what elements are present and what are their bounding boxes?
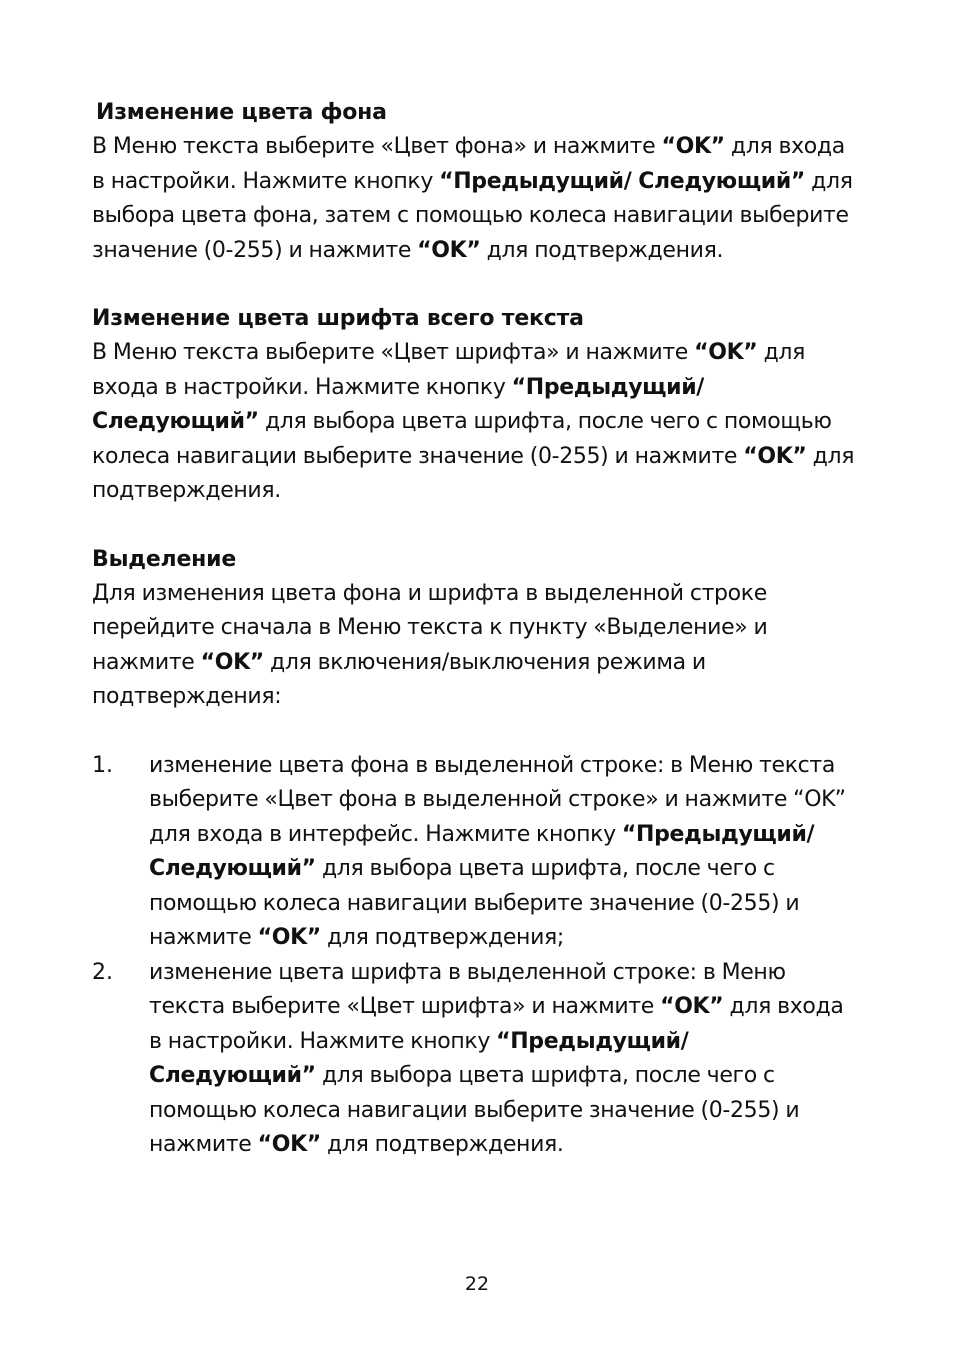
list-item-number: 1. — [92, 752, 113, 778]
text-run: для выбора цвета шрифта, после чего с помощью колеса навигации выберите значение (0-255) и нажмите — [149, 1063, 800, 1157]
text-run: В Меню текста выберите «Цвет шрифта» и нажмите — [92, 340, 695, 365]
bold-run: “OK” — [661, 134, 725, 159]
section-paragraph — [92, 130, 862, 268]
bold-run: “OK” — [417, 237, 481, 263]
text-run: для выбора цвета шрифта, после чего с помощью колеса навигации выберите значение (0-255) и нажмите — [149, 856, 800, 950]
bold-run: “OK” — [257, 1132, 321, 1157]
numbered-list — [92, 749, 862, 1163]
section-heading: Изменение цвета фона — [96, 100, 387, 125]
text-run: для входа в настройки. Нажмите кнопку — [149, 994, 844, 1054]
text-run: для выбора цвета шрифта, после чего с помощью колеса навигации выберите значение (0-255) и нажмите — [92, 409, 832, 469]
list-item-text — [149, 956, 862, 1163]
section-paragraph — [92, 336, 862, 509]
text-run: В Меню текста выберите «Цвет фона» и нажмите — [92, 134, 662, 159]
bold-run: “OK” — [743, 443, 807, 469]
text-run: для подтверждения. — [92, 443, 855, 503]
section-highlight — [92, 543, 862, 715]
text-run: для подтверждения. — [480, 237, 724, 263]
page-number: 22 — [464, 1273, 490, 1295]
list-item — [92, 956, 862, 1163]
section-heading: Выделение — [92, 546, 237, 572]
bold-run: “OK” — [660, 994, 724, 1019]
text-run: для включения/выключения режима и подтверждения: — [92, 649, 706, 709]
bold-run: “OK” — [200, 649, 264, 675]
list-item — [92, 749, 862, 956]
text-run: изменение цвета шрифта в выделенной строке: в Меню текста выберите «Цвет шрифта» и нажмите — [149, 959, 786, 1019]
text-run: Для изменения цвета фона и шрифта в выделенной строке перейдите сначала в Меню текста к пункту «Выделение» и нажмите — [92, 580, 768, 675]
bold-run: “OK” — [694, 340, 758, 365]
text-run: для входа в настройки. Нажмите кнопку — [92, 340, 806, 400]
document-page — [92, 96, 862, 1163]
text-run: для входа в настройки. Нажмите кнопку — [92, 134, 845, 194]
bold-run: “Предыдущий/ Следующий” — [92, 374, 704, 434]
section-font-color — [92, 302, 862, 509]
section-background-color — [92, 96, 862, 268]
list-item-number: 2. — [92, 959, 113, 985]
text-run: для выбора цвета фона, затем с помощью колеса навигации выберите значение (0-255) и нажмите — [92, 168, 853, 263]
text-run: для подтверждения. — [320, 1132, 564, 1157]
bold-run: “Предыдущий/Следующий” — [149, 821, 815, 881]
section-paragraph — [92, 577, 862, 715]
bold-run: “Предыдущий/ Следующий” — [439, 168, 806, 194]
bold-run: “OK” — [257, 925, 321, 950]
text-run: для подтверждения; — [320, 925, 564, 950]
bold-run: “Предыдущий/ Следующий” — [149, 1028, 689, 1088]
section-heading: Изменение цвета шрифта всего текста — [92, 306, 584, 331]
text-run: изменение цвета фона в выделенной строке: в Меню текста выберите «Цвет фона в выделенной строке» и нажмите “OK” для входа в интерфейс. Нажмите кнопку — [149, 752, 846, 847]
list-item-text — [149, 749, 862, 956]
